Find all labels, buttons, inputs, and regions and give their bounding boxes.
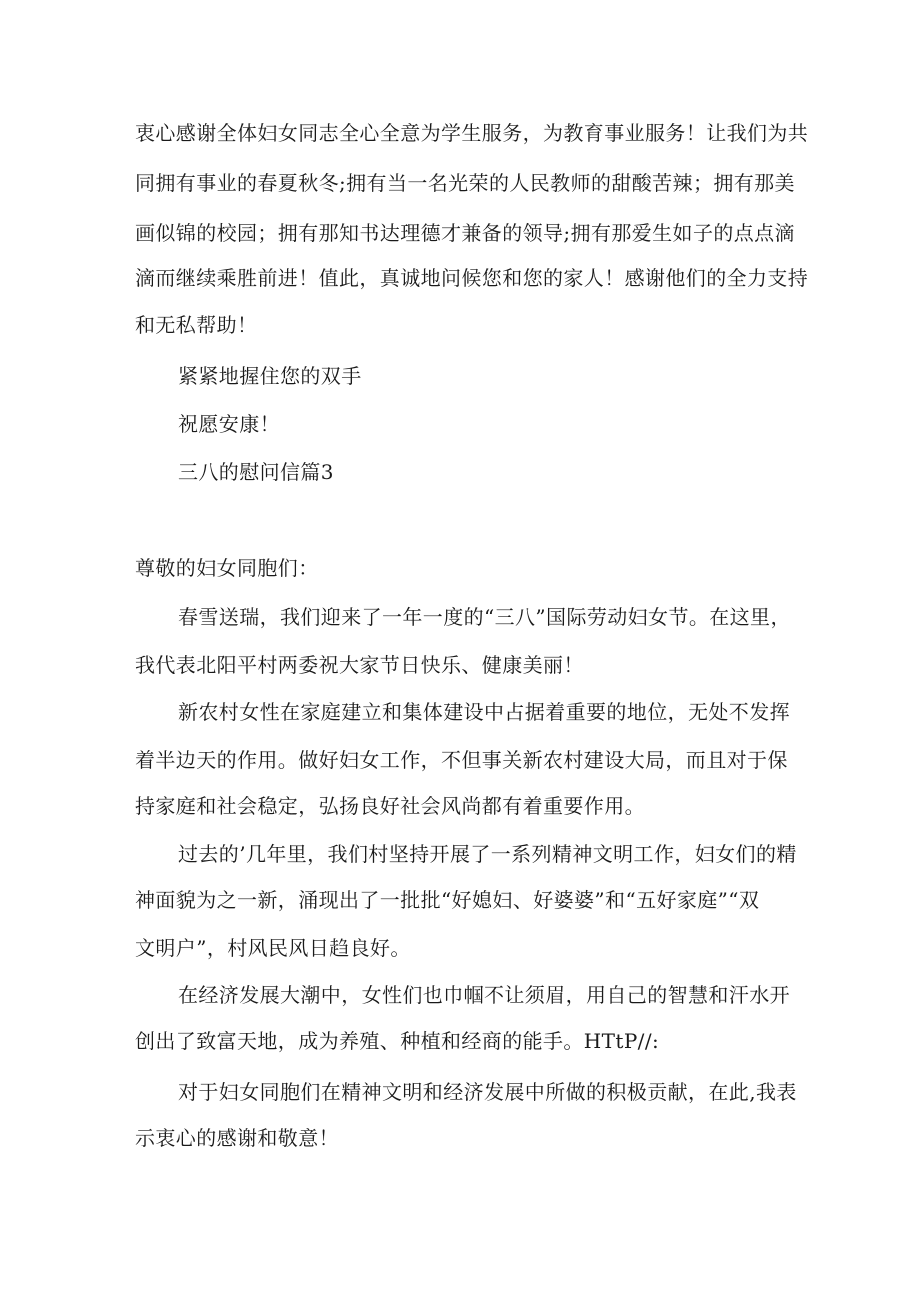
paragraph-1-line-5: 和无私帮助！ <box>135 313 258 337</box>
paragraph-5-line-1: 在经济发展大潮中，女性们也巾帼不让须眉，用自己的智慧和汗水开 <box>178 983 790 1007</box>
paragraph-1-line-3: 画似锦的校园；拥有那知书达理德才兼备的领导;拥有那爱生如子的点点滴 <box>135 221 795 245</box>
paragraph-3-line-1: 新农村女性在家庭建立和集体建设中占据着重要的地位，无处不发挥 <box>178 700 790 724</box>
paragraph-3-line-3: 持家庭和社会稳定，弘扬良好社会风尚都有着重要作用。 <box>135 794 645 818</box>
paragraph-6-line-1: 对于妇女同胞们在精神文明和经济发展中所做的积极贡献，在此,我表 <box>178 1080 797 1104</box>
paragraph-1-line-4: 滴而继续乘胜前进！值此，真诚地问候您和您的家人！感谢他们的全力支持 <box>135 266 809 290</box>
paragraph-2-line-1: 春雪送瑞，我们迎来了一年一度的“三八”国际劳动妇女节。在这里， <box>178 605 791 629</box>
salutation: 尊敬的妇女同胞们： <box>135 556 319 580</box>
blessing-line: 祝愿安康！ <box>178 412 280 436</box>
closing-line: 紧紧地握住您的双手 <box>178 364 362 388</box>
paragraph-4-line-1: 过去的’几年里，我们村坚持开展了一系列精神文明工作，妇女们的精 <box>178 842 797 866</box>
paragraph-3-line-2: 着半边天的作用。做好妇女工作，不但事关新农村建设大局，而且对于保 <box>135 748 788 772</box>
paragraph-1-line-1: 衷心感谢全体妇女同志全心全意为学生服务，为教育事业服务！让我们为共 <box>135 121 809 145</box>
paragraph-5-line-2: 创出了致富天地，成为养殖、种植和经商的能手。HTtP//: <box>135 1029 660 1053</box>
paragraph-4-line-3: 文明户”，村风民风日趋良好。 <box>135 936 411 960</box>
paragraph-6-line-2: 示衷心的感谢和敬意！ <box>135 1126 339 1150</box>
paragraph-2-line-2: 我代表北阳平村两委祝大家节日快乐、健康美丽！ <box>135 653 584 677</box>
paragraph-1-line-2: 同拥有事业的春夏秋冬;拥有当一名光荣的人民教师的甜酸苦辣；拥有那美 <box>135 171 795 195</box>
section-heading: 三八的慰问信篇3 <box>178 460 334 484</box>
paragraph-4-line-2: 神面貌为之一新，涌现出了一批批“好媳妇、好婆婆”和“五好家庭”“双 <box>135 888 760 912</box>
